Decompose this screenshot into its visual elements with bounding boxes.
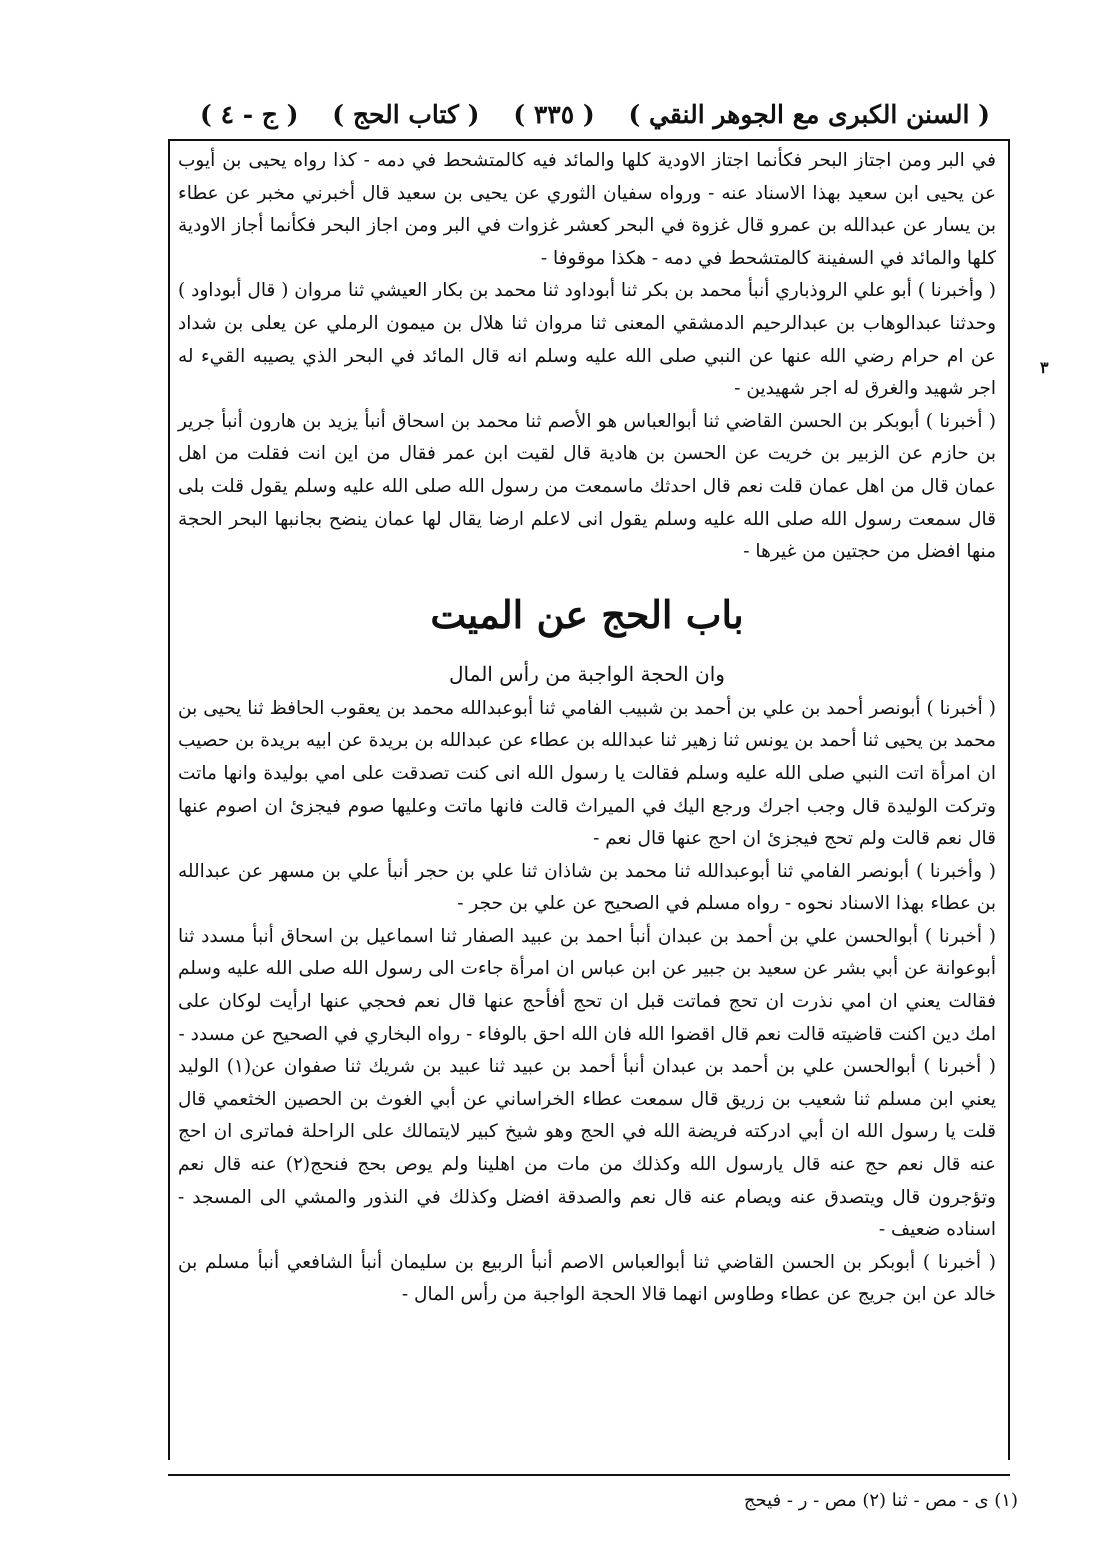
book-title: ( السنن الكبرى مع الجوهر النقي ) <box>628 99 990 129</box>
paragraph: ( وأخبرنا ) أبو علي الروذباري أنبأ محمد بن بكر ثنا أبوداود ثنا محمد بن بكار العيشي ثنا مروان ( قال أبوداود ) وحدثنا عبدالوهاب بن عبدالرحيم الدمشقي المعنى ثنا مروان ثنا هلال بن ميمون الرملي عن يعلى بن شداد عن ام حرام رضي الله عنها عن النبي صلى الله عليه وسلم انه قال المائد في البحر الذي يصيبه القيء له اجر شهيد والغرق له اجر شهيدين - <box>178 280 996 400</box>
paragraph: ( أخبرنا ) أبوالحسن علي بن أحمد بن عبدان أنبأ أحمد بن عبيد ثنا عبيد بن شريك ثنا صفوان عن(١) الوليد يعني ابن مسلم ثنا شعيب بن زريق قال سمعت عطاء الخراساني عن أبي الغوث بن الحصين الخثعمي قال قلت يا رسول الله ان أبي ادركته فريضة الله في الحج وهو شيخ كبير لايتمالك على الراحلة فماترى ان احج عنه قال نعم حج عنه قال يارسول الله وكذلك من مات من اهلينا ولم يوص بحج فنحج(٢) عنه قال نعم وتؤجرون قال ويتصدق عنه ويصام عنه قال نعم والصدقة افضل وكذلك في النذور والمشي الى المسجد - اسناده ضعيف - <box>178 1056 997 1241</box>
chapter-title: ( كتاب الحج ) <box>332 99 480 129</box>
paragraph: ( أخبرنا ) أبوالحسن علي بن أحمد بن عبدان أنبأ احمد بن عبيد الصفار ثنا اسماعيل بن اسحاق أنبأ مسدد ثنا أبوعوانة عن أبي بشر عن سعيد بن جبير عن ابن عباس ان امرأة جاءت الى رسول الله صلى الله عليه وسلم فقالت يعني ان امي نذرت ان تحج فماتت قبل ان تحج أفأحج عنها قال نعم فحجي عنها ارأيت لوكان على امك دين اكنت قاضيته قالت نعم قال اقضوا الله فان الله احق بالوفاء - رواه البخاري في الصحيح عن مسدد - <box>178 925 996 1045</box>
page-number: ( ٣٣٥ ) <box>513 99 595 129</box>
paragraph: ( أخبرنا ) أبوبكر بن الحسن القاضي ثنا أبوالعباس هو الأصم ثنا محمد بن اسحاق أنبأ يزيد بن هارون أنبأ جرير بن حازم عن الزبير بن خريت عن الحسن بن هادية قال لقيت ابن عمر فقال من اين انت فقلت من اهل عمان قال من اهل عمان قلت نعم قال احدثك ماسمعت من رسول الله صلى الله عليه وسلم يقول قلت بلى قال سمعت رسول الله صلى الله عليه وسلم يقول انى لاعلم ارضا يقال لها عمان ينضح بجانبها البحر الحجة منها افضل من حجتين من غيرها - <box>178 410 996 563</box>
paragraph: ( وأخبرنا ) أبونصر الفامي ثنا أبوعبدالله ثنا محمد بن شاذان ثنا علي بن حجر أنبأ علي بن مسهر عن عبدالله بن عطاء بهذا الاسناد نحوه - رواه مسلم في الصحيح عن علي بن حجر - <box>178 860 996 915</box>
paragraph: ( أخبرنا ) أبوبكر بن الحسن القاضي ثنا أبوالعباس الاصم أنبأ الربيع بن سليمان أنبأ الشافعي أنبأ مسلم بن خالد عن ابن جريج عن عطاء وطاوس انهما قالا الحجة الواجبة من رأس المال - <box>178 1251 996 1306</box>
footnote-rule <box>168 1474 1010 1476</box>
volume-label: ( ج - ٤ ) <box>200 99 299 129</box>
right-border <box>1008 140 1010 1460</box>
footnote: (١) ى - مص - ثنا (٢) مص - ر - فيحج <box>743 1490 1018 1511</box>
margin-mark: ٣ <box>1040 358 1049 377</box>
running-header <box>200 92 990 136</box>
left-border <box>168 140 170 1460</box>
section-title: باب الحج عن الميت <box>430 591 744 637</box>
section-subtitle: وان الحجة الواجبة من رأس المال <box>449 661 725 686</box>
paragraph: ( أخبرنا ) أبونصر أحمد بن علي بن أحمد بن شبيب الفامي ثنا أبوعبدالله محمد بن يعقوب الحافظ ثنا يحيى بن محمد بن يحيى ثنا أحمد بن يونس ثنا زهير ثنا عبدالله بن عطاء عن عبدالله بن بريدة عن ابيه بريدة بن حصيب ان امرأة اتت النبي صلى الله عليه وسلم فقالت يا رسول الله انى كنت تصدقت على امي بوليدة وانها ماتت وتركت الوليدة قال وجب اجرك ورجع اليك في الميراث قالت فانها ماتت وعليها صوم فيجزئ ان اصوم عنها قال نعم قالت ولم تحج فيجزئ ان احج عنها قال نعم - <box>178 697 996 850</box>
header-rule <box>168 139 1010 141</box>
paragraph: في البر ومن اجتاز البحر فكأنما اجتاز الاودية كلها والمائد فيه كالمتشحط في دمه - كذا رواه يحيى بن أيوب عن يحيى ابن سعيد بهذا الاسناد عنه - ورواه سفيان الثوري عن يحيى بن سعيد قال أخبرني مخبر عن عطاء بن يسار عن عبدالله بن عمرو قال غزوة في البحر كعشر غزوات في البر ومن اجاز البحر فكأنما أجاز الاودية كلها والمائد في السفينة كالمتشحط في دمه - هكذا موقوفا - <box>178 150 996 269</box>
main-text <box>178 145 996 1312</box>
